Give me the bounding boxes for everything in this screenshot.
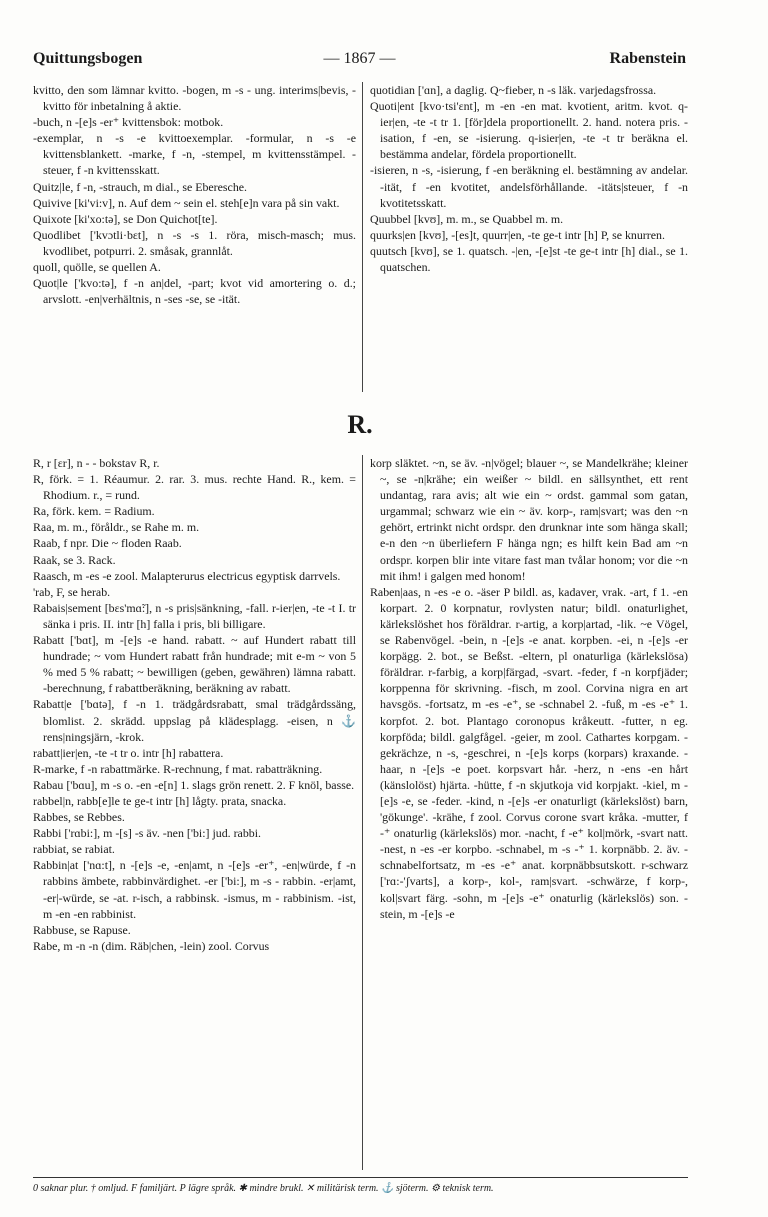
top-right-column	[370, 82, 688, 275]
entry: -exemplar, n -s -e kvittoexemplar. -formular, n -s -e kvittensblankett. -marke, f -n, -stempel, m kvittensstämpel. -steuer, f -n kvittensskatt.	[33, 131, 356, 178]
entry: quurks|en [kvʊ], -[es]t, quurr|en, -te ge-t intr [h] P, se knurren.	[370, 227, 665, 242]
entry: Rabe, m -n -n (dim. Räb|chen, -lein) zool. Corvus	[33, 938, 270, 953]
bottom-right-column	[370, 455, 688, 922]
entry: 'rab, F, se herab.	[33, 584, 111, 599]
entry: rabbel|n, rabb[e]le te ge-t intr [h] lågty. prata, snacka.	[33, 793, 287, 808]
header-right-word: Rabenstein	[609, 50, 686, 67]
entry: Quivive [ki'vi:v], n. Auf dem ~ sein el. steh[e]n vara på sin vakt.	[33, 195, 340, 210]
entry: Rabatt ['bɑt], m -[e]s -e hand. rabatt. ~ auf Hundert rabatt till hundrade; ~ vom Hundert rabatt från hundrade; mit e-m ~ von 5 % med 5 % rabatt; ~ bewilligen (geben, gewähren) lämna rabatt. -berechnung, f rabattberäkning, beräkning av rabatt.	[33, 633, 356, 696]
entry: quoll, quölle, se quellen A.	[33, 260, 161, 275]
entry: quutsch [kvʊ], se 1. quatsch. -|en, -[e]st -te ge-t intr [h] dial., se 1. quatschen.	[370, 243, 688, 275]
entry: Raasch, m -es -e zool. Malapterurus electricus egyptisk darrvels.	[33, 568, 341, 583]
entry: Raa, m. m., föråldr., se Rahe m. m.	[33, 520, 200, 535]
entry: -isieren, n -s, -isierung, f -en beräkning el. bestämning av andelar. -ität, f -en kvotitet, andelsförhållande. -itäts|steuer, f -n kvotitetsskatt.	[370, 163, 688, 210]
entry: Ra, förk. kem. = Radium.	[33, 504, 155, 519]
entry: Rabbes, se Rebbes.	[33, 810, 125, 825]
entry: Quodlibet ['kvɔtli·bɛt], n -s -s 1. röra, misch-masch; mus. kvodlibet, potpurri. 2. småsak, grannlåt.	[33, 227, 356, 258]
abbreviation-legend: 0 saknar plur. † omljud. F familjärt. P lägre språk. ✱ mindre brukl. ✕ militärisk term. ⚓ sjöterm. ⚙ teknisk term.	[33, 1177, 688, 1195]
bottom-left-column	[33, 455, 356, 954]
entry: Rabatt|e ['bɑtə], f -n 1. trädgårdsrabatt, smal trädgårdssäng, blomlist. 2. skrädd. uppslag på klädesplagg. -eisen, n ⚓ rens|ningsjärn, -krok.	[33, 697, 356, 744]
column-divider-top	[362, 82, 363, 392]
entry: R, r [ɛr], n - - bokstav R, r.	[33, 456, 160, 470]
entry: quotidian ['ɑn], a daglig. Q~fieber, n -s läk. varjedagsfrossa.	[370, 83, 657, 97]
entry: Raben|aas, n -es -e o. -äser P bildl. as, kadaver, vrak. -art, f 1. -en korpart. 2. 0 korpnatur, rovlysten natur; bildl. onaturlighet, kärlekslöshet hos föräldrar. r-artig, a korp|artad, -lik. ~e Vögel, se Rabenvögel. -bein, n -[e]s -e anat. korpben. -ei, n -[e]s -er korpägg. 2. bot., se Beßst. -eltern, pl onaturliga (kärlekslösa) föräldrar. r-farbig, a korp|färgad, -svart. -feder, f -n korpfjäder; korppenna för skrivning. -fisch, m zool. Corvina nigra en art havsgös. -fortsatz, m -es -e⁺, se -schnabel 2. -fuß, m -es -e⁺ 1. korpfot. 2. bot. Plantago coronopus kråkeutt. -futter, n eg. korpföda; bildl. galgfågel. -geier, m zool. Cathartes korpgam. -gekrächze, n -s, -geschrei, n -[e]s korps (korpars) kraxande. -haar, n -[e]s -e poet. korpsvart hår. -herz, n -ens -en hårt (känslolöst) hjärta. -hütte, f -n skjutkoja vid korpjakt. -kiel, m -[e]s -e, se -feder. -kind, n -[e]s -er onaturligt (kärlekslöst) barn, 'gökunge'. -krähe, f zool. Corvus corone svart kråka. -mutter, f -⁺ onaturlig (kärlekslös) mor. -nacht, f -e⁺ kol|mörk, -svart natt. -nest, n -es -er korpbo. -schnabel, m -s -⁺ 1. korpnäbb. 2. äv. -schnabelfortsatz, m -es -e⁺ anat. korpnäbbsutskott. r-schwarz ['rɑ:-'ʃvarts], a korp-, kol-, ram|svart. -schwärze, f korp-, kol|svart färg. -sohn, m -[e]s -e⁺ onaturlig (kärlekslös) son. -stein, m -[e]s -e	[370, 584, 688, 921]
section-letter: R.	[347, 410, 373, 439]
entry: rabbiat, se rabiat.	[33, 842, 115, 857]
entry: korp släktet. ~n, se äv. -n|vögel; blauer ~, se Mandelkrähe; kleiner ~, se -n|krähe; ein weißer ~ bildl. en sällsynthet, ett rent undantag, rara avis; alt wie ein ~ ordst. gammal som gatan, urgammal; schwarz wie ein ~ äv. korp-, ram|svart; was den ~n gehört, ertrinkt nicht ordspr. den drunknar inte som hänga skall; e-n den ~n überliefern F hänga ngn; es hilft kein Bad am ~n ordspr. korpen blir inte vitare fast man tvålar honom; vor die ~n mit ihm! i galgen med honom!	[370, 456, 688, 583]
entry: Quot|le ['kvo:tə], f -n an|del, -part; kvot vid amortering o. d.; arvslott. -en|verhältnis, n -ses -se, se -ität.	[33, 276, 356, 307]
column-divider-bottom	[362, 455, 363, 1170]
entry: Quubbel [kvʊ], m. m., se Quabbel m. m.	[370, 211, 564, 226]
entry: Quitz|le, f -n, -strauch, m dial., se Eberesche.	[33, 179, 248, 194]
page-header	[33, 50, 686, 74]
entry: Rabais|sement [bɛs'mɑ̃:], n -s pris|sänkning, -fall. r-ier|en, -te -t I. tr sänka i pris. II. intr [h] falla i pris, bli billigare.	[33, 600, 356, 631]
entry: Raak, se 3. Rack.	[33, 552, 116, 567]
entry: -buch, n -[e]s -er⁺ kvittensbok: motbok.	[33, 115, 224, 130]
entry: R, förk. = 1. Réaumur. 2. rar. 3. mus. rechte Hand. R., kem. = Rhodium. r., = rund.	[33, 472, 356, 503]
entry: Rabbin|at ['nɑ:t], n -[e]s -e, -en|amt, n -[e]s -er⁺, -en|würde, f -n rabbins ämbete, rabbinvärdighet. -er ['bi:], m -s - rabbin. -er|amt, -er|-würde, se -at. r-isch, a rabbinsk. -ismus, m - rabbinism. -ist, m -en -en rabbinist.	[33, 858, 356, 921]
entry: kvitto, den som lämnar kvitto. -bogen, m -s - ung. interims|bevis, -kvitto för inbetalning å aktie.	[33, 83, 356, 114]
entry: Rabbi ['rɑbi:], m -[s] -s äv. -nen ['bi:] jud. rabbi.	[33, 826, 261, 841]
entry: Rabbuse, se Rapuse.	[33, 922, 131, 937]
entry: rabatt|ier|en, -te -t tr o. intr [h] rabattera.	[33, 745, 224, 760]
top-left-column	[33, 82, 356, 307]
entry: Raab, f npr. Die ~ floden Raab.	[33, 536, 182, 551]
entry: Quoti|ent [kvo·tsi'ɛnt], m -en -en mat. kvotient, aritm. kvot. q-ier|en, -te -t tr 1. [för]dela proportionellt. 2. hand. notera pris. -isation, f -en, se -isierung. q-isier|en, -te -t tr beräkna el. bestämma andelar, fördela proportionellt.	[370, 99, 688, 162]
entry: Rabau ['bɑu], m -s o. -en -e[n] 1. slags grön renett. 2. F knöl, basse.	[33, 777, 355, 792]
header-left-word: Quittungsbogen	[33, 50, 143, 67]
entry: R-marke, f -n rabattmärke. R-rechnung, f mat. rabatträkning.	[33, 761, 323, 776]
entry: Quixote [ki'xo:tə], se Don Quichot[te].	[33, 211, 218, 226]
page-number: — 1867 —	[323, 50, 396, 67]
